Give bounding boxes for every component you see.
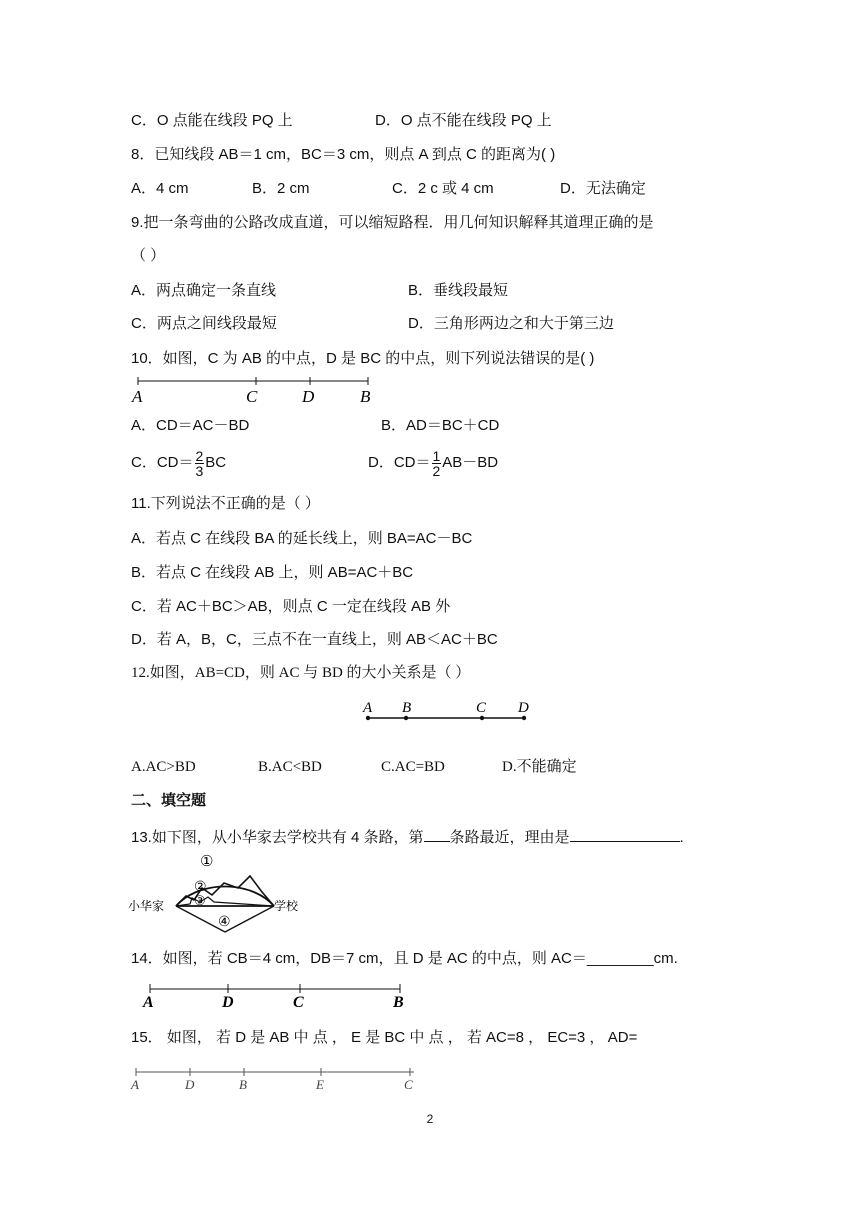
q14-label-c: C <box>293 994 304 1011</box>
q13-home-label: 小华家 <box>128 899 165 913</box>
q13-stem-suffix: . <box>679 829 684 846</box>
q8-option-a: A．4 cm <box>131 180 189 197</box>
q13-stem-middle: 条路最近，理由是 <box>449 829 570 846</box>
q11-option-a: A．若点 C 在线段 BA 的延长线上，则 BA=AC－BC <box>131 530 473 547</box>
q13-blank-reason[interactable] <box>570 826 680 842</box>
q12-point-b <box>404 716 408 720</box>
q10-option-d-numerator: 1 <box>432 447 441 464</box>
q9-option-d: D．三角形两边之和大于第三边 <box>408 315 614 332</box>
q12-point-a <box>366 716 370 720</box>
q8-option-d: D．无法确定 <box>560 180 646 197</box>
q15-stem: 15． 如图， 若 D 是 AB 中 点 ， E 是 BC 中 点 ， 若 AC=8 ， EC=3 ， AD= <box>131 1029 638 1046</box>
q14-segment-figure <box>140 981 420 1011</box>
q9-answer-paren: （ ） <box>131 247 166 264</box>
q8-option-c: C．2 c 或 4 cm <box>392 180 494 197</box>
section-fill-in-heading: 二、填空题 <box>131 792 207 809</box>
q11-option-b: B．若点 C 在线段 AB 上，则 AB=AC＋BC <box>131 564 414 581</box>
q9-option-c: C．两点之间线段最短 <box>131 315 277 332</box>
q12-stem: 12.如图，AB=CD，则 AC 与 BD 的大小关系是（ ） <box>131 665 471 681</box>
q10-option-c-fraction <box>195 449 205 478</box>
q12-option-c: C.AC=BD <box>381 759 445 775</box>
q15-label-a: A <box>131 1077 139 1092</box>
q15-label-d: D <box>185 1077 195 1092</box>
q12-label-c: C <box>476 700 487 716</box>
q13-school-label: 学校 <box>274 899 299 913</box>
q15-label-b: B <box>239 1077 247 1092</box>
q10-option-c-prefix: C．CD＝ <box>131 454 194 471</box>
q12-label-b: B <box>402 700 412 716</box>
q10-label-d: D <box>302 387 315 406</box>
q10-label-c: C <box>246 387 258 406</box>
q8-option-b: B．2 cm <box>252 180 310 197</box>
q10-option-b: B．AD＝BC＋CD <box>381 417 500 434</box>
q14-label-b: B <box>393 994 404 1011</box>
q14-stem: 14．如图，若 CB＝4 cm，DB＝7 cm，且 D 是 AC 的中点，则 AC＝________cm. <box>131 950 678 967</box>
q13-blank-route[interactable] <box>424 826 450 842</box>
q10-label-a: A <box>132 387 143 406</box>
q10-option-d-suffix: AB－BD <box>442 454 499 471</box>
q12-point-d <box>522 716 526 720</box>
q13-route-4-label: ④ <box>218 915 231 930</box>
q12-option-d: D.不能确定 <box>502 759 577 775</box>
q11-option-c: C．若 AC＋BC＞AB，则点 C 一定在线段 AB 外 <box>131 598 451 615</box>
q15-label-c: C <box>404 1077 413 1092</box>
q13-route-3-label: ③ <box>194 893 206 908</box>
q12-segment-figure <box>358 696 538 726</box>
q10-label-b: B <box>360 387 371 406</box>
q8-stem: 8．已知线段 AB＝1 cm，BC＝3 cm，则点 A 到点 C 的距离为( ) <box>131 146 556 163</box>
q13-stem <box>131 826 684 848</box>
q9-option-b: B．垂线段最短 <box>408 282 509 299</box>
q13-route-1-label: ① <box>200 854 214 870</box>
q11-option-d: D．若 A，B，C，三点不在一直线上，则 AB＜AC＋BC <box>131 631 498 648</box>
q10-option-d-prefix: D．CD＝ <box>368 454 431 471</box>
q10-option-c-numerator: 2 <box>195 447 204 464</box>
q10-option-c-suffix: BC <box>205 454 227 471</box>
q13-stem-prefix: 13.如下图，从小华家去学校共有 4 条路，第 <box>131 829 424 846</box>
q10-option-c-denominator: 3 <box>195 462 204 479</box>
q7-option-d: D．O 点不能在线段 PQ 上 <box>375 112 552 129</box>
q12-option-b: B.AC<BD <box>258 759 322 775</box>
q11-stem: 11.下列说法不正确的是（ ） <box>131 495 320 512</box>
q12-label-d: D <box>518 700 529 716</box>
page-number: 2 <box>426 1112 434 1126</box>
q10-option-d-fraction <box>432 449 442 478</box>
q10-option-a: A．CD＝AC－BD <box>131 417 250 434</box>
q13-route-figure <box>128 852 308 938</box>
q14-label-a: A <box>143 994 154 1011</box>
q13-route-2-label: ② <box>194 880 207 895</box>
q15-label-e: E <box>316 1077 324 1092</box>
q12-label-a: A <box>363 700 373 716</box>
q9-option-a: A．两点确定一条直线 <box>131 282 277 299</box>
q9-stem: 9.把一条弯曲的公路改成直道，可以缩短路程．用几何知识解释其道理正确的是 <box>131 214 654 231</box>
q10-segment-figure <box>130 372 390 408</box>
q7-option-c: C．O 点能在线段 PQ 上 <box>131 112 293 129</box>
q15-segment-figure <box>128 1064 428 1094</box>
q12-option-a: A.AC>BD <box>131 759 196 775</box>
q14-label-d: D <box>222 994 234 1011</box>
q10-option-c <box>131 446 226 480</box>
q10-option-d-denominator: 2 <box>432 462 441 479</box>
q12-point-c <box>480 716 484 720</box>
q10-option-d <box>368 446 498 480</box>
q10-stem: 10．如图，C 为 AB 的中点，D 是 BC 的中点，则下列说法错误的是( ) <box>131 350 595 367</box>
